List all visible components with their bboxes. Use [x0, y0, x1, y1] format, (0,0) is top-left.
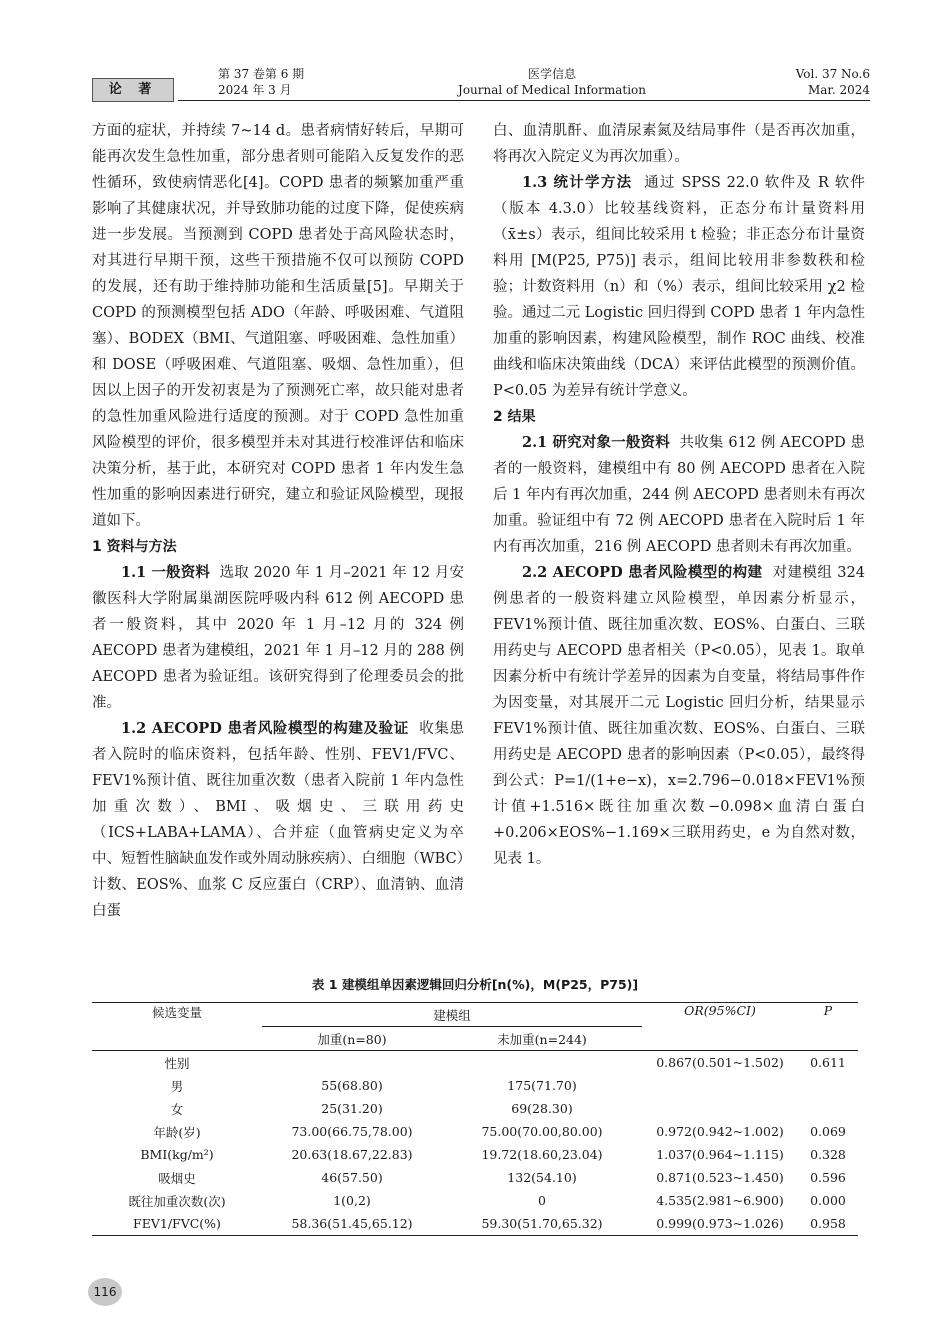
- table-cell-p: 0.958: [798, 1212, 858, 1236]
- header-group: 建模组: [262, 1003, 642, 1027]
- header-or: OR(95%CI): [642, 1003, 798, 1051]
- table-cell-a: 55(68.80): [321, 1078, 383, 1093]
- table-cell-b: 59.30(51.70,65.32): [442, 1212, 642, 1236]
- table-cell-b: 0: [538, 1193, 546, 1208]
- table-cell-or: 0.871(0.523~1.450): [656, 1170, 784, 1185]
- volume-info-en: Vol. 37 No.6 Mar. 2024: [795, 67, 870, 97]
- table-cell-a: 25(31.20): [321, 1101, 383, 1116]
- table-cell-name: 男: [170, 1078, 184, 1094]
- left-column: [92, 118, 464, 924]
- table-cell-p: 0.611: [810, 1055, 846, 1070]
- section-1-1: 1.1 一般资料 选取 2020 年 1 月–2021 年 12 月安徽医科大学附属巢湖医院呼吸内科 612 例 AECOPD 患者一般资料，其中 2020 年 1 月–12 月的 324 例 AECOPD 患者为建模组，2021 年 1 月–12 月的 288 例 AECOPD 患者为验证组。该研究得到了伦理委员会的批准。: [92, 564, 465, 711]
- table-cell-a: [262, 1051, 442, 1075]
- section-1-3: 1.3 统计学方法 通过 SPSS 22.0 软件及 R 软件（版本 4.3.0）比较基线资料，正态分布计量资料用（x̄±s）表示，组间比较采用 t 检验；非正态分布计量资料用 [M(P25, P75)] 表示，组间比较用非参数秩和检验；计数资料用（n）和（%）表示，组间比较采用 χ2 检验。通过二元 Logistic 回归得到 COPD 患者 1 年内急性加重的影响因素，构建风险模型，制作 ROC 曲线、校准曲线和临床决策曲线（DCA）来评估此模型的预测价值。P<0.05 为差异有统计学意义。: [493, 174, 866, 399]
- section-1-heading: 1 资料与方法: [92, 539, 177, 555]
- table-cell-name: 女: [170, 1101, 184, 1117]
- table-cell-or: 1.037(0.964~1.115): [656, 1147, 784, 1162]
- table-cell-or: 4.535(2.981~6.900): [656, 1193, 784, 1208]
- table-cell-b: 75.00(70.00,80.00): [481, 1124, 603, 1139]
- table-cell-name: 性别: [164, 1055, 190, 1071]
- table-row: [92, 1074, 858, 1097]
- table-cell-b: 69(28.30): [511, 1101, 573, 1116]
- table-cell-or: [642, 1074, 798, 1097]
- table-cell-a: 73.00(66.75,78.00): [291, 1124, 413, 1139]
- table-caption: 表 1 建模组单因素逻辑回归分析[n(%)，M(P25，P75)]: [311, 977, 639, 992]
- table-cell-or: 0.867(0.501~1.502): [656, 1055, 784, 1070]
- section-2-heading: 2 结果: [493, 409, 536, 425]
- table-row: [92, 1051, 858, 1075]
- table-row: [92, 1120, 858, 1143]
- regression-table: [92, 1002, 858, 1236]
- table-cell-name: 吸烟史: [158, 1170, 196, 1186]
- table-row: [92, 1166, 858, 1189]
- table-cell-name: BMI(kg/m²): [140, 1147, 214, 1162]
- table-cell-b: 19.72(18.60,23.04): [481, 1147, 603, 1162]
- intro-paragraph: 方面的症状，并持续 7~14 d。患者病情好转后，早期可能再次发生急性加重，部分患者则可能陷入反复发作的恶性循环，致使病情恶化[4]。COPD 患者的频繁加重严重影响了其健康状况，并导致肺功能的过度下降，促使疾病进一步发展。当预测到 COPD 患者处于高风险状态时，对其进行早期干预，这些干预措施不仅可以预防 COPD 的发展，还有助于维持肺功能和生活质量[5]。早期关于 COPD 的预测模型包括 ADO（年龄、呼吸困难、气道阻塞）、BODEX（BMI、气道阻塞、呼吸困难、急性加重）和 DOSE（呼吸困难、气道阻塞、吸烟、急性加重），但因以上因子的开发初衷是为了预测死亡率，故只能对患者的急性加重风险进行适度的预测。对于 COPD 急性加重风险模型的评价，很多模型并未对其进行校准评估和临床决策分析，基于此，本研究对 COPD 患者 1 年内发生急性加重的影响因素进行研究，建立和验证风险模型，现报道如下。: [92, 123, 464, 529]
- table-cell-p: 0.069: [810, 1124, 846, 1139]
- table-cell-name: 既往加重次数(次): [128, 1193, 226, 1209]
- section-tag: 论 著: [92, 78, 174, 102]
- table-cell-or: 0.999(0.973~1.026): [642, 1212, 798, 1236]
- table-cell-a: 46(57.50): [321, 1170, 383, 1185]
- section-2-2: 2.2 AECOPD 患者风险模型的构建 对建模组 324 例患者的一般资料建立风险模型，单因素分析显示，FEV1%预计值、既往加重次数、EOS%、白蛋白、三联用药史与 AECOPD 患者相关（P<0.05），见表 1。取单因素分析中有统计学差异的因素为自变量，将结局事件作为因变量，对其展开二元 Logistic 回归分析，结果显示 FEV1%预计值、既往加重次数、EOS%、白蛋白、三联用药史是 AECOPD 患者的影响因素（P<0.05），最终得到公式：P=1/(1+e−x)，x=2.796−0.018×FEV1%预计值+1.516×既往加重次数−0.098×血清白蛋白+0.206×EOS%−1.169×三联用药史，e 为自然对数，见表 1。: [493, 564, 865, 867]
- table-row: [92, 1143, 858, 1166]
- table-cell-p: 0.596: [810, 1170, 846, 1185]
- table-cell-p: 0.328: [810, 1147, 846, 1162]
- table-body: [92, 1051, 858, 1236]
- header-rule: [178, 100, 870, 101]
- continued-paragraph: 白、血清肌酐、血清尿素氮及结局事件（是否再次加重，将再次入院定义为再次加重）。: [493, 123, 865, 165]
- page-number: 116: [88, 1278, 122, 1306]
- header-variable: 候选变量: [92, 1003, 262, 1051]
- header-non-exacerbation: 未加重(n=244): [442, 1027, 642, 1051]
- table-row: [92, 1097, 858, 1120]
- section-2-1: 2.1 研究对象一般资料 共收集 612 例 AECOPD 患者的一般资料，建模组中有 80 例 AECOPD 患者在入院后 1 年内有再次加重，244 例 AECOPD 患者则未有再次加重。验证组中有 72 例 AECOPD 患者在入院时后 1 年内有再次加重，216 例 AECOPD 患者则未有再次加重。: [493, 434, 866, 555]
- header-exacerbation: 加重(n=80): [262, 1027, 442, 1051]
- table-cell-p: 0.000: [810, 1193, 846, 1208]
- journal-name: 医学信息 Journal of Medical Information: [458, 67, 646, 97]
- table-row: [92, 1212, 858, 1236]
- header-p: P: [798, 1003, 858, 1051]
- table-cell-b: [442, 1051, 642, 1075]
- table-cell-p: [798, 1097, 858, 1120]
- table-cell-name: 年龄(岁): [153, 1124, 201, 1140]
- table-cell-p: [798, 1074, 858, 1097]
- table-cell-name: FEV1/FVC(%): [92, 1212, 262, 1236]
- table-cell-or: 0.972(0.942~1.002): [656, 1124, 784, 1139]
- table-cell-or: [642, 1097, 798, 1120]
- volume-info-cn: 第 37 卷第 6 期 2024 年 3 月: [218, 67, 305, 97]
- table-cell-a: 58.36(51.45,65.12): [262, 1212, 442, 1236]
- table-cell-a: 1(0,2): [333, 1193, 371, 1208]
- table-cell-b: 132(54.10): [507, 1170, 577, 1185]
- section-1-2: 1.2 AECOPD 患者风险模型的构建及验证 收集患者入院时的临床资料，包括年龄、性别、FEV1/FVC、FEV1%预计值、既往加重次数（患者入院前 1 年内急性加重次数）、BMI、吸烟史、三联用药史（ICS+LABA+LAMA）、合并症（血管病史定义为卒中、短暂性脑缺血发作或外周动脉疾病）、白细胞（WBC）计数、EOS%、血浆 C 反应蛋白（CRP）、血清钠、血清白蛋: [92, 720, 465, 919]
- table-row: [92, 1189, 858, 1212]
- table-cell-b: 175(71.70): [507, 1078, 577, 1093]
- table-cell-a: 20.63(18.67,22.83): [291, 1147, 413, 1162]
- page-header: [92, 66, 870, 106]
- right-column: [493, 118, 865, 872]
